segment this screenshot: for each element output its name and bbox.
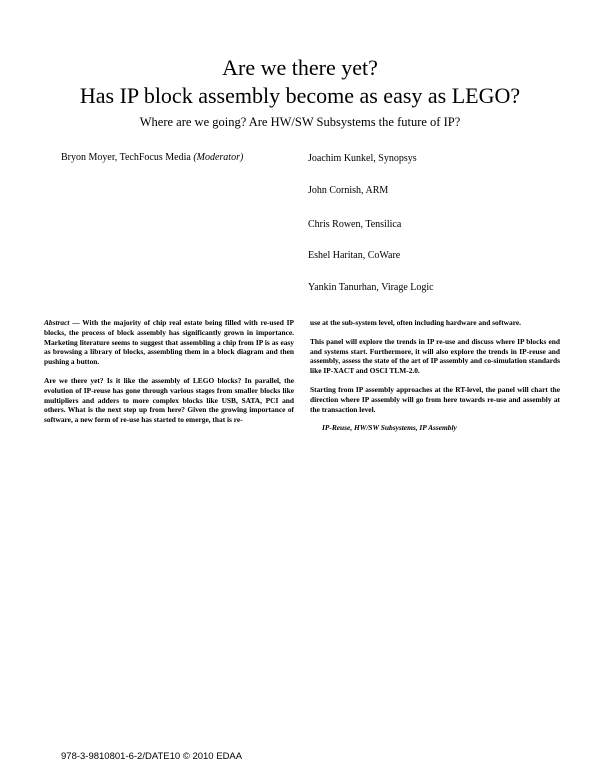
panelist: John Cornish, ARM xyxy=(308,185,389,196)
abstract-paragraph: use at the sub-system level, often including hardware and software. xyxy=(310,318,521,327)
abstract-paragraph: This panel will explore the trends in IP re-use and discuss where IP blocks end and systems start. Furthermore, it will also explore the trends in IP-reuse and assembly, assess the state of the art of IP assembly and co-simulation standards like IP-XACT and OSCI TLM-2.0. xyxy=(310,336,560,376)
paper-title-line-2: Has IP block assembly become as easy as LEGO? xyxy=(79,83,521,108)
panelist: Yankin Tanurhan, Virage Logic xyxy=(308,282,434,293)
abstract-paragraph: Are we there yet? Is it like the assembly of LEGO blocks? In parallel, the evolution of IP-reuse has gone through various stages from smaller blocks like multipliers and adders to more complex blocks like USB, SATA, PCI and others. What is the next step up from here? Given the growing importance of software, a new form of re-use has started to emerge, that is re- xyxy=(44,375,294,425)
copyright-footer: 978-3-9810801-6-2/DATE10 © 2010 EDAA xyxy=(61,751,243,762)
moderator-name: Bryon Moyer, TechFocus Media xyxy=(61,152,191,163)
abstract-left-column xyxy=(44,318,294,434)
keywords: IP-Reuse, HW/SW Subsystems, IP Assembly xyxy=(322,423,457,433)
panelist: Chris Rowen, Tensilica xyxy=(308,219,402,230)
moderator xyxy=(61,152,243,163)
abstract-paragraph: Starting from IP assembly approaches at the RT-level, the panel will chart the direction where IP assembly will go from here towards re-use and assembly at the transaction level. xyxy=(310,384,560,414)
abstract-right-column xyxy=(310,318,560,442)
paper-subtitle: Where are we going? Are HW/SW Subsystems the future of IP? xyxy=(139,115,461,129)
paper-title-line-1: Are we there yet? xyxy=(222,55,378,80)
abstract-text: — With the majority of chip real estate being filled with re-used IP blocks, the process of block assembly has significantly grown in importance. Marketing literature seems to suggest that assembling a chip from IP is as easy as browsing a library of blocks, assembling them in a block diagram and then pushing a button. xyxy=(44,318,294,367)
moderator-role: (Moderator) xyxy=(193,152,244,163)
panelist: Joachim Kunkel, Synopsys xyxy=(308,153,417,164)
abstract-label: Abstract xyxy=(44,318,70,327)
panelist: Eshel Haritan, CoWare xyxy=(308,250,401,261)
abstract-paragraph xyxy=(44,318,294,367)
